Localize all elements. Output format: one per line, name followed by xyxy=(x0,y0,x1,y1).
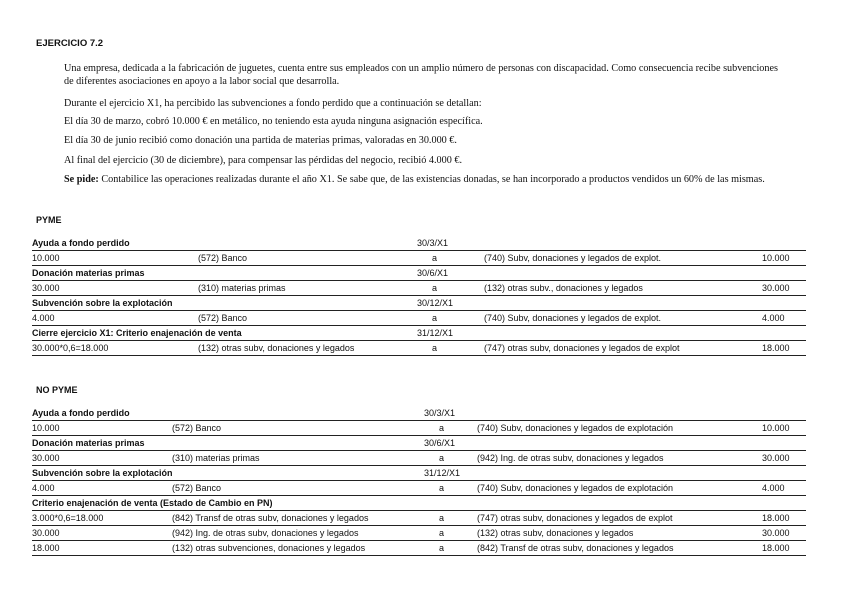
credit-amount: 18.000 xyxy=(762,343,790,353)
journal-entry-row xyxy=(32,526,806,541)
credit-amount: 4.000 xyxy=(762,483,785,493)
entry-label: Donación materias primas xyxy=(32,268,145,278)
statement-paragraph: El día 30 de junio recibió como donación una partida de materias primas, valoradas en 30.000 €. xyxy=(64,135,457,146)
journal-entry-header xyxy=(32,236,806,251)
statement-paragraph: Durante el ejercicio X1, ha percibido las subvenciones a fondo perdido que a continuación se detallan: xyxy=(64,98,482,109)
journal-entry-header xyxy=(32,496,806,511)
a-connector: a xyxy=(439,513,445,523)
debit-account: (572) Banco xyxy=(198,313,248,323)
credit-amount: 18.000 xyxy=(762,543,790,553)
entry-date: 30/6/X1 xyxy=(424,438,456,448)
credit-account: (747) otras subv, donaciones y legados de explot xyxy=(477,513,673,523)
journal-entry-header xyxy=(32,466,806,481)
a-connector: a xyxy=(439,483,445,493)
journal-entry-row xyxy=(32,341,806,356)
journal-entry-header xyxy=(32,436,806,451)
credit-amount: 30.000 xyxy=(762,283,790,293)
journal-entry-header xyxy=(32,266,806,281)
journal-entry-header xyxy=(32,406,806,421)
entry-label: Cierre ejercicio X1: Criterio enajenación de venta xyxy=(32,328,242,338)
journal-entry-row xyxy=(32,541,806,556)
a-connector: a xyxy=(432,253,438,263)
nopyme-journal-table xyxy=(32,406,806,556)
credit-account: (740) Subv, donaciones y legados de explot. xyxy=(484,253,661,263)
entry-label: Criterio enajenación de venta (Estado de Cambio en PN) xyxy=(32,498,273,508)
credit-amount: 18.000 xyxy=(762,513,790,523)
credit-account: (132) otras subv., donaciones y legados xyxy=(484,283,643,293)
entry-date: 30/6/X1 xyxy=(417,268,449,278)
entry-label: Subvención sobre la explotación xyxy=(32,298,173,308)
debit-amount: 30.000*0,6=18.000 xyxy=(32,343,109,353)
credit-amount: 30.000 xyxy=(762,528,790,538)
credit-account: (740) Subv, donaciones y legados de explotación xyxy=(477,423,673,433)
credit-amount: 10.000 xyxy=(762,423,790,433)
credit-amount: 10.000 xyxy=(762,253,790,263)
entry-label: Ayuda a fondo perdido xyxy=(32,408,130,418)
entry-date: 30/3/X1 xyxy=(417,238,449,248)
a-connector: a xyxy=(439,423,445,433)
debit-amount: 4.000 xyxy=(32,313,55,323)
debit-amount: 10.000 xyxy=(32,423,60,433)
journal-entry-row xyxy=(32,511,806,526)
debit-account: (842) Transf de otras subv, donaciones y legados xyxy=(172,513,369,523)
debit-account: (132) otras subv, donaciones y legados xyxy=(198,343,355,353)
debit-amount: 3.000*0,6=18.000 xyxy=(32,513,104,523)
debit-account: (572) Banco xyxy=(172,423,222,433)
journal-entry-row xyxy=(32,281,806,296)
entry-date: 31/12/X1 xyxy=(417,328,454,338)
debit-amount: 30.000 xyxy=(32,283,60,293)
journal-entry-row xyxy=(32,481,806,496)
debit-amount: 4.000 xyxy=(32,483,55,493)
debit-account: (572) Banco xyxy=(172,483,222,493)
a-connector: a xyxy=(432,343,438,353)
a-connector: a xyxy=(432,313,438,323)
credit-account: (740) Subv, donaciones y legados de explot. xyxy=(484,313,661,323)
statement-paragraph: El día 30 de marzo, cobró 10.000 € en metálico, no teniendo esta ayuda ninguna asignación específica. xyxy=(64,116,483,127)
entry-label: Ayuda a fondo perdido xyxy=(32,238,130,248)
debit-amount: 10.000 xyxy=(32,253,60,263)
task-text: Contabilice las operaciones realizadas durante el año X1. Se sabe que, de las existencias donadas, se han incorporado a productos vendidos un 60% de las mismas. xyxy=(101,174,765,185)
journal-entry-header xyxy=(32,326,806,341)
debit-account: (310) materias primas xyxy=(172,453,260,463)
credit-account: (842) Transf de otras subv, donaciones y legados xyxy=(477,543,674,553)
pyme-journal-table xyxy=(32,236,806,356)
credit-account: (740) Subv, donaciones y legados de explotación xyxy=(477,483,673,493)
credit-account: (132) otras subv, donaciones y legados xyxy=(477,528,634,538)
debit-amount: 18.000 xyxy=(32,543,60,553)
debit-account: (132) otras subvenciones, donaciones y legados xyxy=(172,543,366,553)
statement-paragraph: Una empresa, dedicada a la fabricación de juguetes, cuenta entre sus empleados con un amplio número de personas con discapacidad. Como consecuencia recibe subvenciones de diferentes asociaciones en apoyo a la labor social que desarrolla. xyxy=(64,63,778,87)
credit-account: (747) otras subv, donaciones y legados de explot xyxy=(484,343,680,353)
pyme-heading: PYME xyxy=(36,215,62,225)
nopyme-heading: NO PYME xyxy=(36,385,78,395)
journal-entry-row xyxy=(32,311,806,326)
entry-date: 30/3/X1 xyxy=(424,408,456,418)
debit-amount: 30.000 xyxy=(32,528,60,538)
credit-amount: 4.000 xyxy=(762,313,785,323)
debit-amount: 30.000 xyxy=(32,453,60,463)
a-connector: a xyxy=(432,283,438,293)
a-connector: a xyxy=(439,453,445,463)
credit-account: (942) Ing. de otras subv, donaciones y legados xyxy=(477,453,664,463)
entry-label: Subvención sobre la explotación xyxy=(32,468,173,478)
journal-entry-row xyxy=(32,251,806,266)
a-connector: a xyxy=(439,543,445,553)
exercise-title: EJERCICIO 7.2 xyxy=(36,38,104,49)
debit-account: (572) Banco xyxy=(198,253,248,263)
a-connector: a xyxy=(439,528,445,538)
credit-amount: 30.000 xyxy=(762,453,790,463)
debit-account: (310) materias primas xyxy=(198,283,286,293)
entry-label: Donación materias primas xyxy=(32,438,145,448)
task-paragraph xyxy=(64,173,784,186)
entry-date: 31/12/X1 xyxy=(424,468,461,478)
statement-paragraph: Al final del ejercicio (30 de diciembre), para compensar las pérdidas del negocio, recibió 4.000 €. xyxy=(64,155,463,166)
journal-entry-row xyxy=(32,451,806,466)
debit-account: (942) Ing. de otras subv, donaciones y legados xyxy=(172,528,359,538)
entry-date: 30/12/X1 xyxy=(417,298,454,308)
task-label: Se pide: xyxy=(64,174,99,185)
journal-entry-row xyxy=(32,421,806,436)
journal-entry-header xyxy=(32,296,806,311)
